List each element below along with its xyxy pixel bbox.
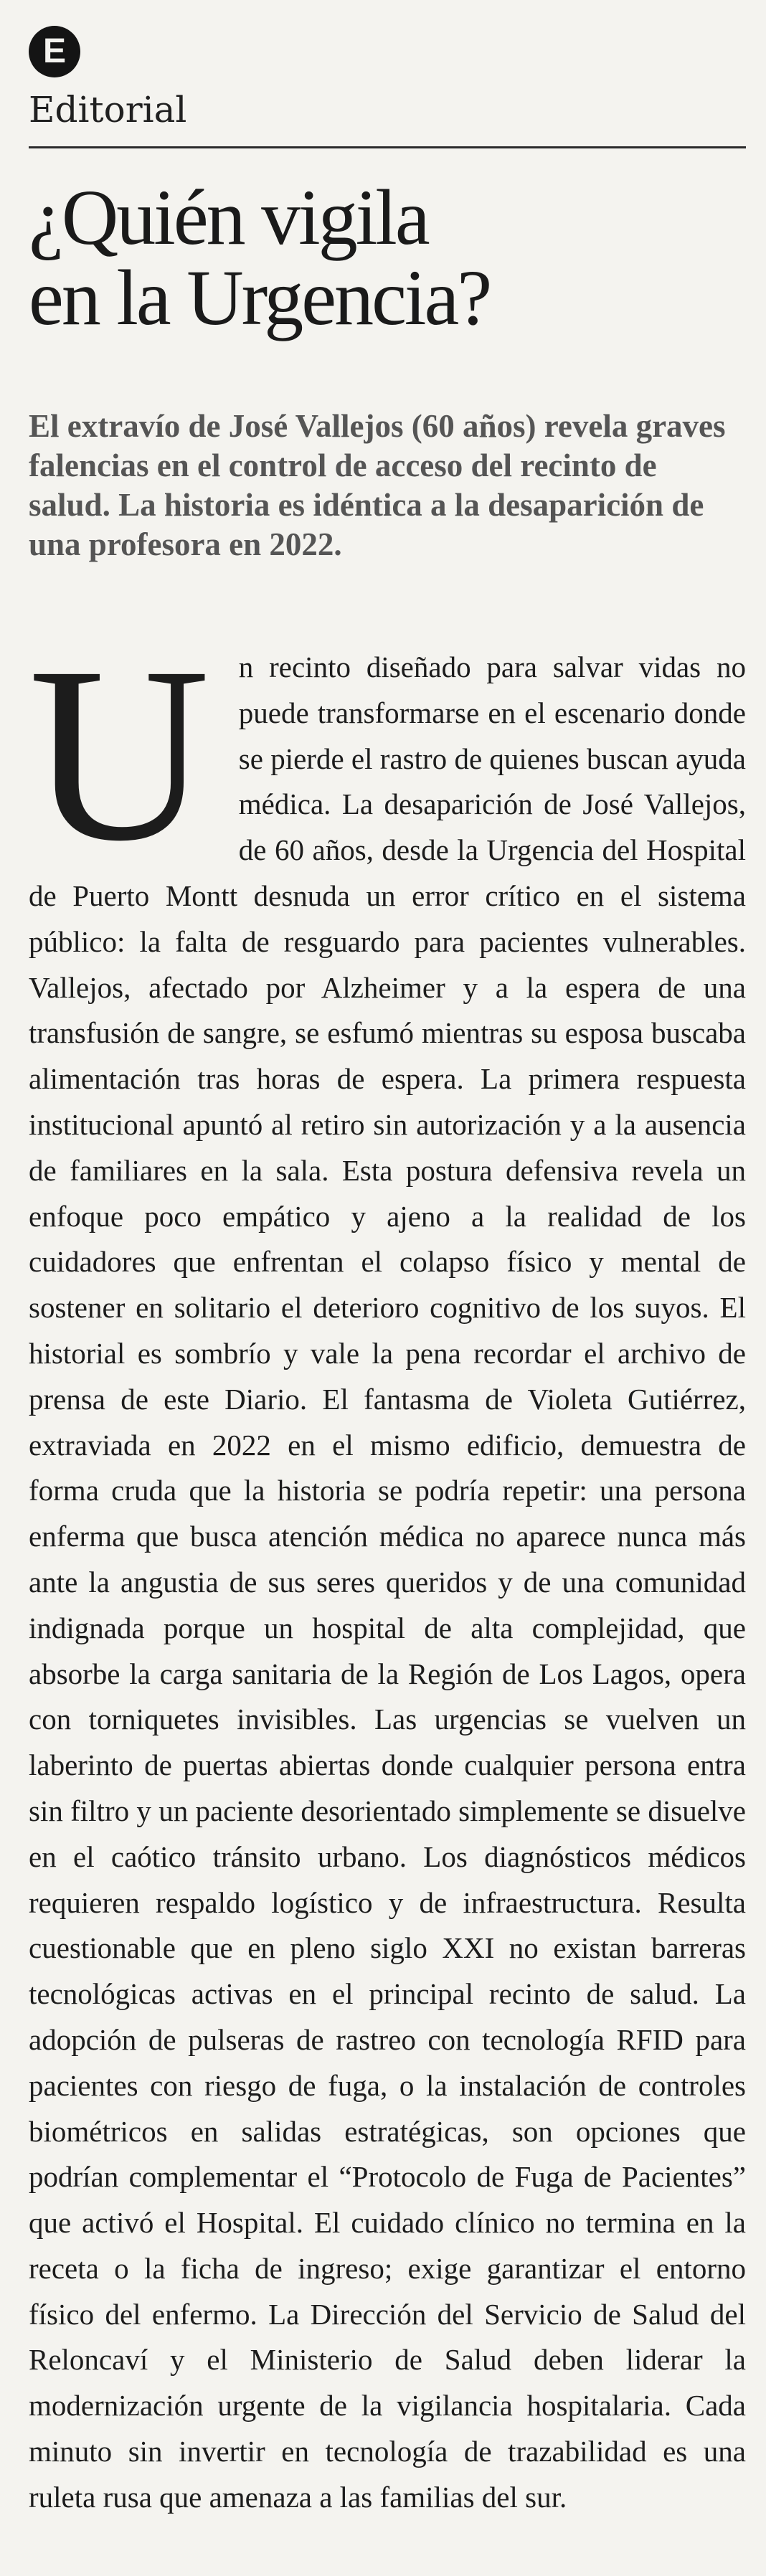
editorial-badge-icon: E	[29, 26, 80, 77]
headline-line-2: en la Urgencia?	[29, 254, 491, 341]
headline-line-1: ¿Quién vigila	[29, 174, 428, 261]
article-body-text: n recinto diseñado para salvar vidas no puede transformarse en el escenario donde se pierde el rastro de quienes buscan ayuda médica. La desaparición de José Vallejos, de 60 años, desde la Urgencia del Hospital de Puerto Montt desnuda un error crítico en el sistema público: la falta de resguardo para pacientes vulnerables. Vallejos, afectado por Alzheimer y a la espera de una transfusión de sangre, se esfumó mientras su esposa buscaba alimentación tras horas de espera. La primera respuesta institucional apuntó al retiro sin autorización y a la ausencia de familiares en la sala. Esta postura defensiva revela un enfoque poco empático y ajeno a la realidad de los cuidadores que enfrentan el colapso físico y mental de sostener en solitario el deterioro cognitivo de los suyos. El historial es sombrío y vale la pena recordar el archivo de prensa de este Diario. El fantasma de Violeta Gutiérrez, extraviada en 2022 en el mismo edificio, demuestra de forma cruda que la historia se podría repetir: una persona enferma que busca atención médica no aparece nunca más ante la angustia de sus seres queridos y de una comunidad indignada porque un hospital de alta complejidad, que absorbe la carga sanitaria de la Región de Los Lagos, opera con torniquetes invisibles. Las urgencias se vuelven un laberinto de puertas abiertas donde cualquier persona entra sin filtro y un paciente desorientado simplemente se disuelve en el caótico tránsito urbano. Los diagnósticos médicos requieren respaldo logístico y de infraestructura. Resulta cuestionable que en pleno siglo XXI no existan barreras tecnológicas activas en el principal recinto de salud. La adopción de pulseras de rastreo con tecnología RFID para pacientes con riesgo de fuga, o la instalación de controles biométricos en salidas estratégicas, son opciones que podrían complementar el “Protocolo de Fuga de Pacientes” que activó el Hospital. El cuidado clínico no termina en la receta o la ficha de ingreso; exige garantizar el entorno físico del enfermo. La Dirección del Servicio de Salud del Reloncaví y el Ministerio de Salud deben liderar la modernización urgente de la vigilancia hospitalaria. Cada minuto sin invertir en tecnología de trazabilidad es una ruleta rusa que amenaza a las familias del sur.	[29, 650, 746, 2514]
section-label: Editorial	[29, 89, 187, 131]
article-body	[29, 615, 746, 2521]
headline	[29, 174, 746, 341]
section-divider	[29, 146, 746, 148]
subheadline: El extravío de José Vallejos (60 años) revela graves falencias en el control de acceso del recinto de salud. La historia es idéntica a la desaparición de una profesora en 2022.	[29, 408, 726, 562]
editorial-article	[29, 26, 746, 2521]
drop-cap: U	[29, 615, 210, 893]
